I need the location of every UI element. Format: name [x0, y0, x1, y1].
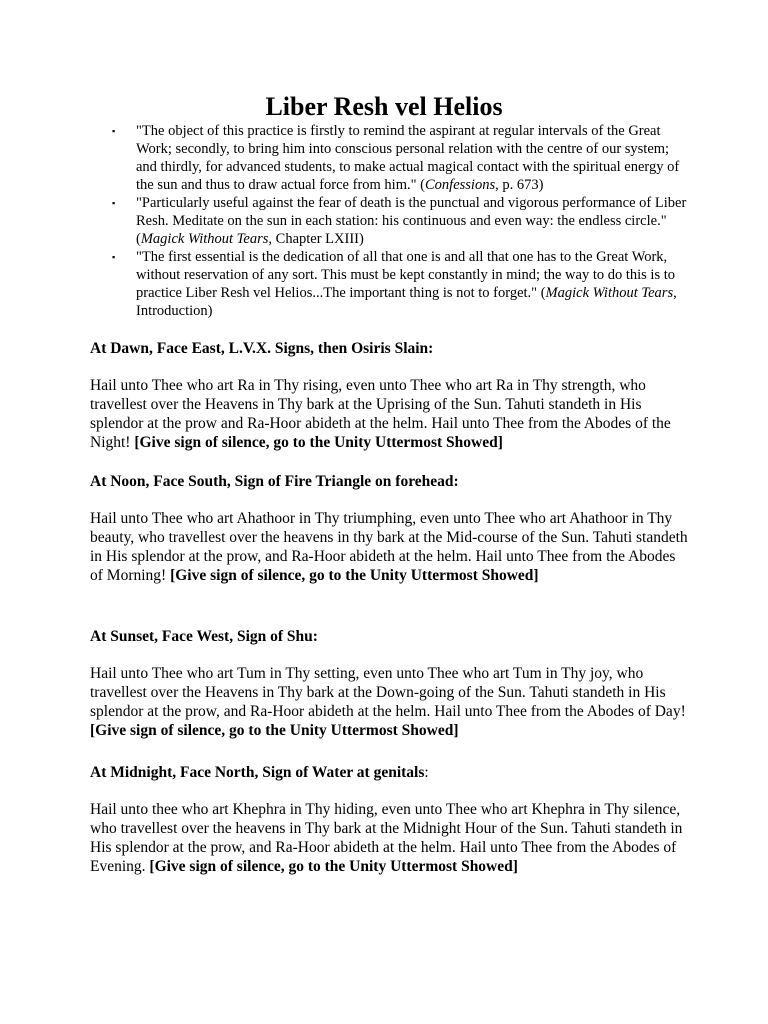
- bullet-icon: ▪: [112, 198, 116, 208]
- quote-item: [90, 194, 690, 248]
- quote-source: Confessions: [425, 177, 496, 193]
- quote-item: [90, 248, 690, 320]
- quote-text: "The object of this practice is firstly to remind the aspirant at regular intervals of the Great Work; secondly, to bring him into conscious personal relation with the centre of our system; and thirdly, for advanced students, to make actual magical contact with the spiritual energy of the sun and thus to draw actual force from him." (: [136, 123, 680, 193]
- section-midnight: [90, 763, 690, 876]
- quote-list: [90, 122, 690, 320]
- section-sunset: [90, 627, 690, 740]
- section-heading: At Noon, Face South, Sign of Fire Triangle on forehead:: [90, 473, 459, 490]
- section-heading: At Sunset, Face West, Sign of Shu:: [90, 628, 318, 645]
- section-instruction: [Give sign of silence, go to the Unity Uttermost Showed]: [134, 434, 503, 451]
- quote-suffix: , Chapter LXIII): [268, 231, 364, 247]
- section-prayer: Hail unto Thee who art Ra in Thy rising, even unto Thee who art Ra in Thy strength, who travellest over the Heavens in Thy bark at the Uprising of the Sun. Tahuti standeth in His splendor at the prow and Ra-Hoor abideth at the helm. Hail unto Thee from the Abodes of the Night! [Give sign of silence, go to the Unity Uttermost Showed]: [90, 377, 671, 451]
- page-title: Liber Resh vel Helios: [265, 92, 503, 121]
- section-noon: [90, 472, 690, 585]
- section-prayer: Hail unto thee who art Khephra in Thy hiding, even unto Thee who art Khephra in Thy silence, who travellest over the heavens in Thy bark at the Midnight Hour of the Sun. Tahuti standeth in His splendor at the prow, and Ra-Hoor abideth at the helm. Hail unto Thee from the Abodes of Evening. [Give sign of silence, go to the Unity Uttermost Showed]: [90, 801, 683, 875]
- section-dawn: [90, 339, 690, 452]
- section-instruction: [Give sign of silence, go to the Unity Uttermost Showed]: [149, 858, 518, 875]
- bullet-icon: ▪: [112, 252, 116, 262]
- quote-source: Magick Without Tears: [545, 285, 674, 301]
- quote-item: [90, 122, 690, 194]
- section-heading: At Midnight, Face North, Sign of Water at genitals:: [90, 764, 429, 781]
- section-prayer: Hail unto Thee who art Ahathoor in Thy triumphing, even unto Thee who art Ahathoor in Thy beauty, who travellest over the heavens in thy bark at the Mid-course of the Sun. Tahuti standeth in His splendor at the prow, and Ra-Hoor abideth at the helm. Hail unto Thee from the Abodes of Morning! [Give sign of silence, go to the Unity Uttermost Showed]: [90, 510, 688, 584]
- section-prayer: Hail unto Thee who art Tum in Thy setting, even unto Thee who art Tum in Thy joy, who travellest over the Heavens in Thy bark at the Down-going of the Sun. Tahuti standeth in His splendor at the prow, and Ra-Hoor abideth at the helm. Hail unto Thee from the Abodes of Day! [Give sign of silence, go to the Unity Uttermost Showed]: [90, 665, 686, 739]
- quote-source: Magick Without Tears: [140, 231, 269, 247]
- quote-text: "Particularly useful against the fear of death is the punctual and vigorous performance of Liber Resh. Meditate on the sun in each station: his continuous and even way: the endless circle." (: [136, 195, 687, 247]
- quote-suffix: , p. 673): [495, 177, 544, 193]
- bullet-icon: ▪: [112, 126, 116, 136]
- quote-suffix: , Introduction): [136, 285, 677, 319]
- section-instruction: [Give sign of silence, go to the Unity Uttermost Showed]: [90, 722, 459, 739]
- quote-text: "The first essential is the dedication of all that one is and all that one has to the Great Work, without reservation of any sort. This must be kept constantly in mind; the way to do this is to practice Liber Resh vel Helios...The important thing is not to forget." (: [136, 249, 675, 301]
- section-instruction: [Give sign of silence, go to the Unity Uttermost Showed]: [170, 567, 539, 584]
- section-heading: At Dawn, Face East, L.V.X. Signs, then Osiris Slain:: [90, 340, 434, 357]
